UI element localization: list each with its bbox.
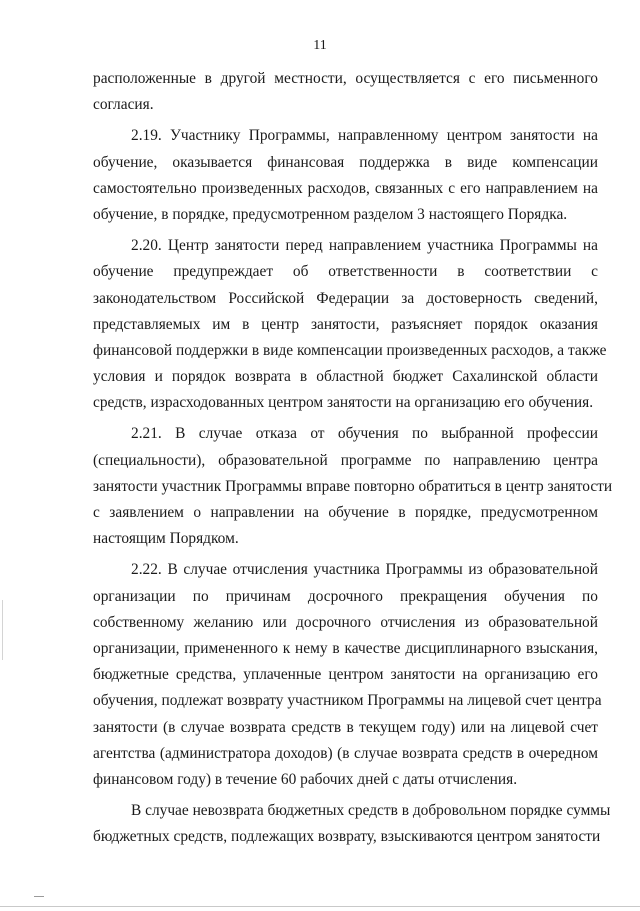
text-line: представляемых им в центр занятости, разъясняет порядок оказания (93, 315, 598, 333)
paragraph-2-19 (93, 123, 598, 228)
text-line: настоящим Порядком. (93, 530, 239, 548)
text-line: бюджетных средств, подлежащих возврату, взыскиваются центром занятости (93, 828, 601, 846)
text-line: 2.20. Центр занятости перед направлением участника Программы на (131, 237, 598, 255)
document-body (93, 66, 613, 850)
paragraph-continuation (93, 66, 598, 118)
text-line: организации по причинам досрочного прекращения обучения по (93, 587, 598, 605)
paragraph-2-20 (93, 233, 607, 416)
text-line: агентства (администратора доходов) (в случае возврата средств в очередном (93, 744, 598, 762)
page-number: 11 (313, 38, 327, 53)
text-line: расположенные в другой местности, осуществляется с его письменного (93, 70, 598, 87)
text-line: обучения, подлежат возврату участником Программы на лицевой счет центра (93, 692, 602, 710)
text-line: самостоятельно произведенных расходов, связанных с его направлением на (93, 179, 598, 197)
text-line: условия и порядок возврата в областной бюджет Сахалинской области (93, 368, 598, 386)
text-line: 2.19. Участнику Программы, направленному центром занятости на (131, 127, 598, 145)
scan-corner-mark (34, 896, 44, 897)
text-line: финансовом году) в течение 60 рабочих дней с даты отчисления. (93, 770, 518, 788)
text-line: финансовой поддержки в виде компенсации произведенных расходов, а также (93, 341, 607, 359)
paragraph-refund (93, 798, 611, 850)
text-line: обучение, оказывается финансовая поддержка в виде компенсации (93, 153, 598, 171)
text-line: занятости (в случае возврата средств в текущем году) или на лицевой счет (93, 718, 598, 736)
text-line: законодательством Российской Федерации за достоверность сведений, (93, 289, 598, 307)
text-line: 2.21. В случае отказа от обучения по выбранной профессии (131, 425, 598, 443)
text-line: обучение предупреждает об ответственности в соответствии с (93, 263, 598, 281)
text-line: занятости участник Программы вправе повторно обратиться в центр занятости (93, 477, 613, 495)
text-line: собственному желанию или досрочного отчисления из образовательной (93, 613, 598, 631)
text-line: согласия. (93, 96, 154, 114)
text-line: обучение, в порядке, предусмотренном разделом 3 настоящего Порядка. (93, 205, 568, 223)
text-line: бюджетные средства, уплаченные центром занятости на организацию его (93, 666, 598, 684)
text-line: с заявлением о направлении на обучение в порядке, предусмотренном (93, 504, 598, 521)
text-line: 2.22. В случае отчисления участника Программы из образовательной (131, 561, 598, 579)
paragraph-2-21 (93, 421, 613, 552)
text-line: средств, израсходованных центром занятости на организацию его обучения. (93, 394, 594, 412)
text-line: В случае невозврата бюджетных средств в добровольном порядке суммы (131, 802, 611, 820)
scan-bottom-edge (0, 906, 640, 907)
text-line: (специальности), образовательной программе по направлению центра (93, 451, 598, 469)
scan-edge-mark (2, 600, 3, 660)
text-line: организации, примененного к нему в качестве дисциплинарного взыскания, (93, 639, 598, 657)
paragraph-2-22 (93, 557, 602, 793)
